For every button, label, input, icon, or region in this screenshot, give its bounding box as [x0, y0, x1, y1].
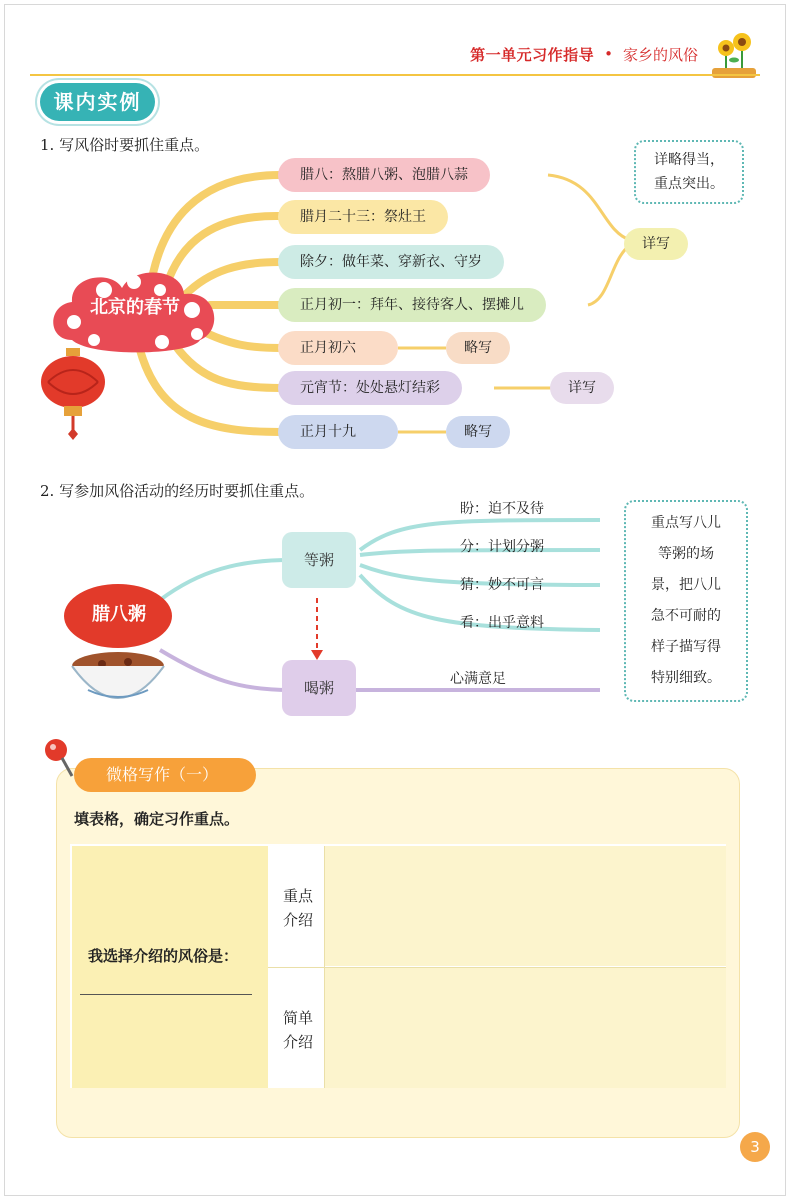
row-2-answer-area[interactable] [324, 968, 726, 1088]
row-1-label-line-2: 介绍 [282, 911, 313, 929]
table-divider-horizontal [268, 967, 726, 968]
mindmap-1-center: 北京的春节 [90, 297, 180, 318]
choose-label: 我选择介绍的风俗是： [88, 947, 239, 965]
branch-yuanxiao: 元宵节：处处悬灯结彩 [278, 371, 462, 405]
note-1-line-1: 详略得当， [654, 152, 724, 168]
note-2-line-4: 急不可耐的 [651, 608, 721, 624]
note-box-2 [624, 500, 748, 702]
question-2: 2. 写参加风俗活动的经历时要抓住重点。 [40, 482, 315, 500]
page-number: 3 [740, 1132, 770, 1162]
row-2-label-line-2: 介绍 [282, 1033, 313, 1051]
micro-writing-title: 微格写作（一） [74, 758, 256, 792]
eat-node: 喝粥 [282, 660, 356, 716]
header-dot: • [604, 45, 613, 63]
branch-chuxi: 除夕：做年菜、穿新衣、守岁 [278, 245, 504, 279]
eat-branch: 心满意足 [450, 671, 506, 687]
row-2-label [278, 1006, 318, 1054]
note-1-line-2: 重点突出。 [654, 176, 724, 192]
section-title: 课内实例 [40, 83, 155, 121]
branch-zhengyue-19: 正月十九 [278, 415, 398, 449]
branch-layue-23: 腊月二十三：祭灶王 [278, 200, 448, 234]
note-2-line-2: 等粥的场 [658, 546, 714, 562]
mindmap-2-center: 腊八粥 [92, 604, 146, 625]
row-1-label [278, 884, 318, 932]
lantern-icon [38, 348, 108, 448]
note-2-line-1: 重点写八儿 [651, 515, 721, 531]
tag-detail-main: 详写 [624, 228, 688, 260]
row-2-label-line-1: 简单 [282, 1009, 313, 1027]
question-1: 1. 写风俗时要抓住重点。 [40, 136, 210, 154]
branch-zhengyue-6: 正月初六 [278, 331, 398, 365]
row-1-answer-area[interactable] [324, 846, 726, 966]
table-divider-vertical [324, 846, 325, 1088]
wait-branch-3: 猜：妙不可言 [460, 577, 544, 593]
choose-answer-line[interactable] [80, 994, 252, 995]
unit-title: 第一单元习作指导 [470, 45, 595, 64]
note-2-line-3: 景，把八儿 [651, 577, 721, 593]
row-1-label-line-1: 重点 [282, 887, 313, 905]
branch-zhengyue-1: 正月初一：拜年、接待客人、摆摊儿 [278, 288, 546, 322]
note-2-line-6: 特别细致。 [651, 670, 721, 686]
wait-branch-4: 看：出乎意料 [460, 615, 544, 631]
note-box-1 [634, 140, 744, 204]
table-choose-cell [72, 846, 268, 1088]
tag-detail-lantern: 详写 [550, 372, 614, 404]
wait-node: 等粥 [282, 532, 356, 588]
tag-brief-2: 略写 [446, 416, 510, 448]
wait-branch-2: 分：计划分粥 [460, 539, 544, 555]
pushpin-icon [38, 736, 78, 780]
tag-brief-1: 略写 [446, 332, 510, 364]
wait-branch-1: 盼：迫不及待 [460, 501, 544, 517]
note-2-line-5: 样子描写得 [651, 639, 721, 655]
branch-laba: 腊八：熬腊八粥、泡腊八蒜 [278, 158, 490, 192]
micro-writing-instruction: 填表格，确定习作重点。 [74, 810, 240, 828]
topic-title: 家乡的风俗 [622, 45, 698, 64]
